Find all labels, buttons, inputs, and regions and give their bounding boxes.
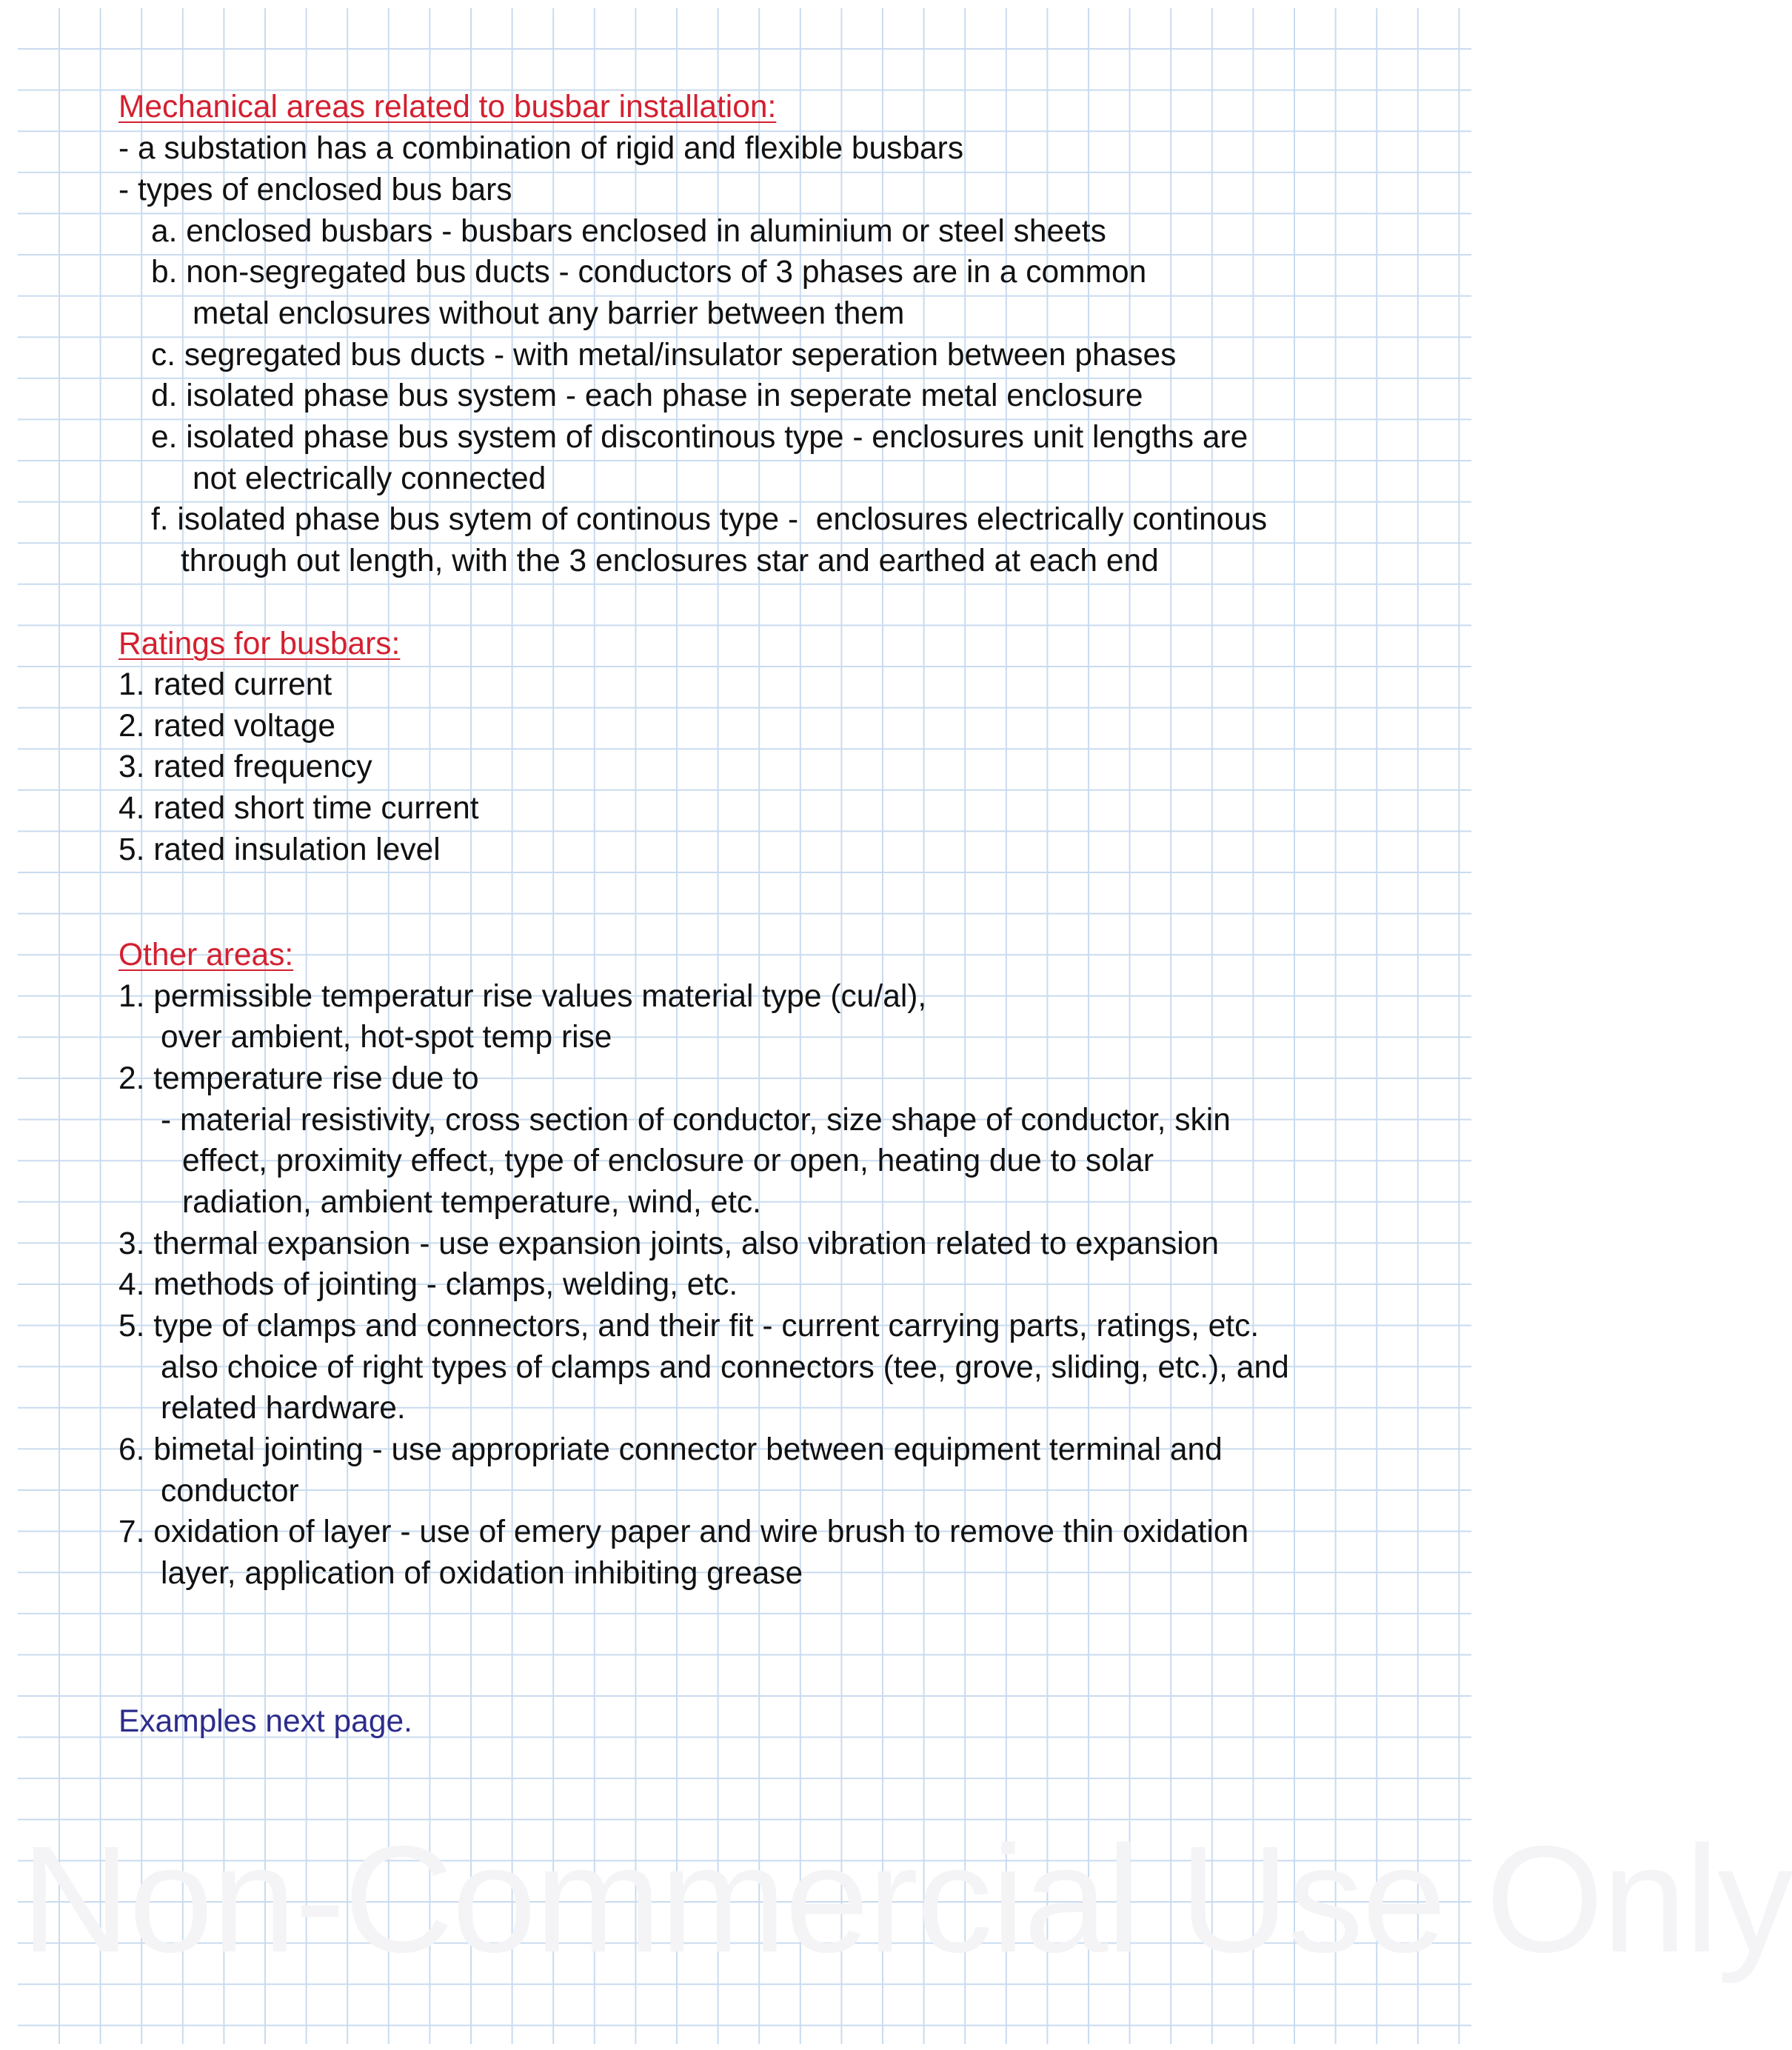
other-line: radiation, ambient temperature, wind, etc. [182, 1185, 761, 1220]
other-line: - material resistivity, cross section of conductor, size shape of conductor, skin [161, 1103, 1231, 1138]
mechanical-line: metal enclosures without any barrier between them [193, 296, 905, 331]
mechanical-line: - types of enclosed bus bars [118, 173, 512, 207]
mechanical-line: - a substation has a combination of rigid and flexible busbars [118, 131, 964, 166]
watermark: Non-Commercial Use Only [21, 1814, 1792, 1984]
other-line: related hardware. [161, 1391, 406, 1426]
other-heading: Other areas: [118, 938, 294, 972]
mechanical-line: through out length, with the 3 enclosures star and earthed at each end [181, 544, 1159, 578]
ratings-item: 1. rated current [118, 667, 332, 702]
mechanical-line: b. non-segregated bus ducts - conductors of 3 phases are in a common [151, 255, 1147, 290]
other-line: 3. thermal expansion - use expansion joints, also vibration related to expansion [118, 1226, 1220, 1261]
other-line: over ambient, hot-spot temp rise [161, 1020, 612, 1055]
other-line: also choice of right types of clamps and connectors (tee, grove, sliding, etc.), and [161, 1350, 1289, 1385]
other-line: layer, application of oxidation inhibiting grease [161, 1556, 803, 1591]
mechanical-heading: Mechanical areas related to busbar installation: [118, 90, 777, 124]
footer-note: Examples next page. [118, 1704, 412, 1739]
mechanical-line: not electrically connected [193, 461, 546, 496]
other-line: 1. permissible temperatur rise values material type (cu/al), [118, 979, 927, 1014]
other-line: 4. methods of jointing - clamps, welding, etc. [118, 1267, 738, 1302]
mechanical-line: a. enclosed busbars - busbars enclosed in aluminium or steel sheets [151, 214, 1106, 249]
ratings-heading: Ratings for busbars: [118, 627, 401, 661]
ratings-item: 3. rated frequency [118, 749, 372, 784]
other-line: effect, proximity effect, type of enclosure or open, heating due to solar [182, 1143, 1154, 1178]
ratings-item: 5. rated insulation level [118, 832, 441, 867]
mechanical-line: d. isolated phase bus system - each phase in seperate metal enclosure [151, 378, 1143, 413]
other-line: 2. temperature rise due to [118, 1061, 479, 1096]
mechanical-line: e. isolated phase bus system of discontinous type - enclosures unit lengths are [151, 420, 1248, 455]
ratings-item: 4. rated short time current [118, 791, 479, 826]
other-line: 7. oxidation of layer - use of emery paper and wire brush to remove thin oxidation [118, 1515, 1249, 1549]
ratings-item: 2. rated voltage [118, 709, 335, 744]
other-line: 6. bimetal jointing - use appropriate connector between equipment terminal and [118, 1432, 1223, 1467]
mechanical-line: c. segregated bus ducts - with metal/insulator seperation between phases [151, 338, 1177, 373]
other-line: conductor [161, 1474, 299, 1509]
mechanical-line: f. isolated phase bus sytem of continous type - enclosures electrically continous [151, 502, 1268, 537]
other-line: 5. type of clamps and connectors, and their fit - current carrying parts, ratings, etc. [118, 1309, 1260, 1343]
